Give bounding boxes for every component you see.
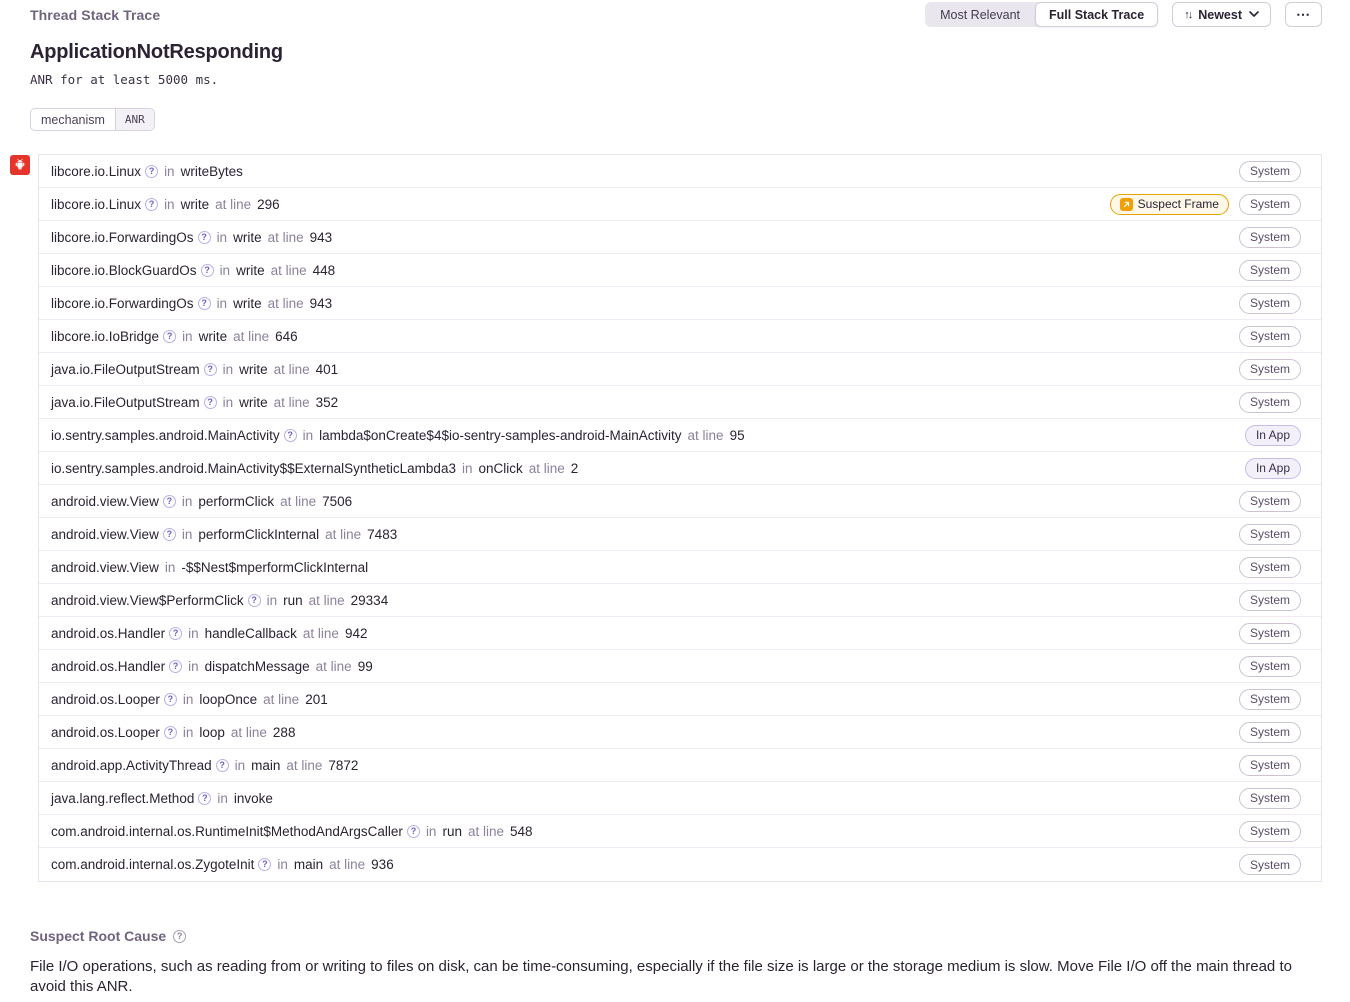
- frame-badge: System: [1239, 326, 1301, 347]
- in-keyword: in: [182, 691, 194, 707]
- frame-module: android.view.View: [51, 559, 159, 575]
- frame-badges: [1239, 590, 1301, 611]
- frame-badge: System: [1239, 854, 1301, 875]
- frame-badges: [1239, 260, 1301, 281]
- frame-function: run: [442, 823, 462, 839]
- frame-module: io.sentry.samples.android.MainActivity$$ExternalSyntheticLambda3: [51, 460, 456, 476]
- open-in-new-icon: [1120, 198, 1133, 211]
- frame-module: android.os.Looper: [51, 724, 160, 740]
- frame-help-icon[interactable]: ?: [248, 594, 261, 607]
- frame-info: [51, 527, 397, 542]
- frame-module: java.lang.reflect.Method: [51, 790, 195, 806]
- at-line-keyword: at line: [329, 857, 366, 872]
- frame-help-icon[interactable]: ?: [204, 396, 217, 409]
- frame-help-icon[interactable]: ?: [163, 330, 176, 343]
- frame-line-number: 401: [315, 361, 339, 377]
- stack-frame-row[interactable]: [39, 485, 1321, 518]
- frame-module: libcore.io.ForwardingOs: [51, 295, 194, 311]
- frame-info: [51, 626, 367, 641]
- frame-info: [51, 461, 578, 476]
- frame-help-icon[interactable]: ?: [145, 198, 158, 211]
- frame-badges: [1110, 194, 1301, 215]
- frame-line-number: 7506: [322, 493, 353, 509]
- frame-line-number: 548: [510, 823, 533, 839]
- frame-info: [51, 725, 295, 740]
- frame-badge: In App: [1245, 425, 1301, 446]
- frame-help-icon[interactable]: ?: [216, 759, 229, 772]
- at-line-keyword: at line: [286, 757, 323, 773]
- root-cause-title: [30, 928, 1320, 944]
- at-line-keyword: at line: [528, 460, 565, 476]
- frame-line-number: 2: [570, 460, 579, 476]
- frame-badges: [1245, 425, 1301, 446]
- frame-function: main: [251, 757, 281, 773]
- frame-line-number: 29334: [350, 592, 389, 608]
- frame-info: [51, 329, 298, 344]
- frame-info: [51, 296, 332, 311]
- frame-help-icon[interactable]: ?: [284, 429, 297, 442]
- frame-badges: [1239, 293, 1301, 314]
- frame-function: write: [236, 262, 265, 278]
- frame-badge: System: [1239, 392, 1301, 413]
- frame-badges: [1239, 623, 1301, 644]
- in-keyword: in: [234, 757, 246, 773]
- at-line-keyword: at line: [302, 625, 339, 641]
- frame-info: [51, 164, 243, 179]
- frame-module: io.sentry.samples.android.MainActivity: [51, 427, 280, 443]
- at-line-keyword: at line: [687, 427, 724, 443]
- frame-badge: System: [1239, 359, 1301, 380]
- frame-help-icon[interactable]: ?: [258, 858, 271, 871]
- root-cause-title-text: Suspect Root Cause: [30, 928, 167, 944]
- frame-module: libcore.io.IoBridge: [51, 328, 160, 344]
- full-stack-trace-button[interactable]: Full Stack Trace: [1035, 2, 1158, 27]
- frame-badges: [1239, 227, 1301, 248]
- frame-function: performClick: [198, 493, 275, 509]
- frame-badges: [1239, 821, 1301, 842]
- frame-info: [51, 659, 373, 674]
- tag-key: mechanism: [41, 112, 105, 127]
- in-keyword: in: [266, 592, 278, 608]
- frame-badge: System: [1239, 689, 1301, 710]
- frame-badge: System: [1239, 623, 1301, 644]
- frame-help-icon[interactable]: ?: [407, 825, 420, 838]
- frame-info: [51, 197, 280, 212]
- section-title: Thread Stack Trace: [30, 6, 161, 23]
- most-relevant-button[interactable]: Most Relevant: [925, 2, 1035, 27]
- in-keyword: in: [425, 823, 437, 839]
- frame-help-icon[interactable]: ?: [198, 297, 211, 310]
- frame-function: loop: [199, 724, 225, 740]
- frame-line-number: 943: [309, 295, 333, 311]
- frame-info: [51, 263, 335, 278]
- at-line-keyword: at line: [267, 295, 304, 311]
- frame-badges: [1239, 722, 1301, 743]
- frame-line-number: 7872: [328, 757, 359, 773]
- frame-function: -$$Nest$mperformClickInternal: [181, 559, 369, 575]
- frame-badge: System: [1239, 590, 1301, 611]
- tag-value: ANR: [115, 109, 154, 130]
- frame-info: [51, 494, 352, 509]
- stack-frame-row[interactable]: [39, 650, 1321, 683]
- frame-function: onClick: [478, 460, 523, 476]
- frame-help-icon[interactable]: ?: [164, 726, 177, 739]
- in-keyword: in: [188, 625, 199, 641]
- frame-function: invoke: [233, 790, 273, 806]
- frame-function: lambda$onCreate$4$io-sentry-samples-android-MainActivity: [319, 427, 682, 443]
- stack-frame-row[interactable]: [39, 716, 1321, 749]
- frame-line-number: 99: [357, 658, 373, 674]
- stack-frame-row[interactable]: [39, 221, 1321, 254]
- frame-line-number: 646: [275, 328, 298, 344]
- stack-frames-table: [38, 154, 1322, 882]
- frame-function: write: [239, 361, 268, 377]
- stack-frame-row[interactable]: [39, 848, 1321, 881]
- stack-frame-row[interactable]: [39, 254, 1321, 287]
- frame-badges: [1239, 788, 1301, 809]
- frame-badges: [1245, 458, 1301, 479]
- frame-badge: System: [1239, 524, 1301, 545]
- in-keyword: in: [461, 460, 473, 476]
- frame-badge: System: [1239, 227, 1301, 248]
- frame-function: loopOnce: [199, 691, 258, 707]
- frame-module: libcore.io.ForwardingOs: [51, 229, 194, 245]
- frame-badges: [1239, 161, 1301, 182]
- ellipsis-icon: ⋯: [1296, 6, 1311, 22]
- frame-line-number: 201: [305, 691, 328, 707]
- at-line-keyword: at line: [308, 592, 345, 608]
- frame-help-icon[interactable]: ?: [163, 495, 176, 508]
- frame-badge: System: [1239, 194, 1301, 215]
- frame-info: [51, 395, 338, 410]
- frame-help-icon[interactable]: ?: [164, 693, 177, 706]
- root-cause-help-icon[interactable]: ?: [173, 930, 186, 943]
- at-line-keyword: at line: [263, 691, 300, 707]
- in-keyword: in: [222, 394, 234, 410]
- at-line-keyword: at line: [273, 394, 310, 410]
- stack-frame-row[interactable]: [39, 320, 1321, 353]
- frame-badges: [1239, 491, 1301, 512]
- root-cause-description: File I/O operations, such as reading from or writing to files on disk, can be time-consuming, especially if the file size is large or the storage medium is slow. Move File I/O off the main thread to avoid this ANR.: [30, 958, 1292, 995]
- in-keyword: in: [188, 658, 199, 674]
- frame-module: libcore.io.Linux: [51, 196, 142, 212]
- in-keyword: in: [164, 163, 175, 179]
- frame-line-number: 936: [371, 857, 394, 872]
- frame-line-number: 448: [312, 262, 336, 278]
- in-keyword: in: [302, 427, 314, 443]
- stack-frame-row[interactable]: [39, 188, 1321, 221]
- frame-help-icon[interactable]: ?: [163, 528, 176, 541]
- stack-frame-row[interactable]: [39, 749, 1321, 782]
- frame-badge: System: [1239, 821, 1301, 842]
- more-options-button[interactable]: [1285, 2, 1322, 27]
- tag-mechanism[interactable]: [30, 108, 155, 131]
- frame-line-number: 942: [344, 625, 368, 641]
- stack-frame-row[interactable]: [39, 419, 1321, 452]
- frame-help-icon[interactable]: ?: [169, 627, 182, 640]
- frame-line-number: 943: [309, 229, 333, 245]
- stack-view-toggle: [925, 2, 1158, 27]
- frame-function: write: [198, 328, 228, 344]
- frame-line-number: 352: [315, 394, 339, 410]
- frame-function: performClickInternal: [198, 526, 320, 542]
- sort-label: Newest: [1198, 7, 1242, 22]
- frame-help-icon[interactable]: ?: [169, 660, 182, 673]
- in-keyword: in: [164, 559, 176, 575]
- frame-badges: [1239, 524, 1301, 545]
- frame-line-number: 7483: [367, 526, 398, 542]
- frame-badge: System: [1239, 557, 1301, 578]
- sort-newest-button[interactable]: [1172, 2, 1271, 27]
- frame-function: write: [233, 229, 262, 245]
- frame-badge: System: [1239, 755, 1301, 776]
- in-keyword: in: [216, 229, 228, 245]
- frame-function: dispatchMessage: [204, 658, 310, 674]
- frame-badges: [1239, 755, 1301, 776]
- frame-badges: [1239, 689, 1301, 710]
- frame-function: write: [239, 394, 268, 410]
- frame-function: main: [293, 857, 324, 872]
- frame-info: [51, 593, 388, 608]
- trace-controls: [925, 2, 1322, 27]
- in-keyword: in: [182, 724, 194, 740]
- in-keyword: in: [219, 262, 231, 278]
- stack-frame-row[interactable]: [39, 815, 1321, 848]
- event-subtitle: ANR for at least 5000 ms.: [30, 72, 219, 87]
- frame-module: android.view.View: [51, 493, 159, 509]
- frame-info: [51, 428, 745, 443]
- frame-badges: [1239, 854, 1301, 875]
- frame-info: [51, 857, 394, 872]
- frame-module: android.os.Handler: [51, 658, 166, 674]
- chevron-down-icon: [1249, 11, 1259, 18]
- stack-frame-row[interactable]: [39, 386, 1321, 419]
- frame-badge: System: [1239, 788, 1301, 809]
- android-platform-icon: [10, 155, 30, 175]
- in-keyword: in: [181, 526, 193, 542]
- frame-help-icon[interactable]: ?: [198, 231, 211, 244]
- stack-frame-row[interactable]: [39, 551, 1321, 584]
- stack-frame-row[interactable]: [39, 287, 1321, 320]
- frame-badge: System: [1239, 722, 1301, 743]
- frame-info: [51, 758, 358, 773]
- frame-help-icon[interactable]: ?: [201, 264, 214, 277]
- frame-badge: System: [1239, 656, 1301, 677]
- at-line-keyword: at line: [267, 229, 304, 245]
- frame-badges: [1239, 326, 1301, 347]
- frame-function: write: [180, 196, 210, 212]
- in-keyword: in: [182, 328, 193, 344]
- at-line-keyword: at line: [467, 823, 504, 839]
- frame-line-number: 296: [257, 196, 280, 212]
- frame-module: java.io.FileOutputStream: [51, 361, 200, 377]
- frame-function: run: [283, 592, 303, 608]
- event-title: ApplicationNotResponding: [30, 41, 283, 63]
- in-keyword: in: [181, 493, 193, 509]
- in-keyword: in: [277, 857, 288, 872]
- frame-function: write: [233, 295, 262, 311]
- frame-info: [51, 791, 273, 806]
- frame-help-icon[interactable]: ?: [204, 363, 217, 376]
- frame-line-number: 95: [729, 427, 745, 443]
- stack-trace-section: [38, 154, 1322, 882]
- frame-badges: [1239, 392, 1301, 413]
- frame-module: libcore.io.BlockGuardOs: [51, 262, 197, 278]
- stack-frame-row[interactable]: [39, 452, 1321, 485]
- suspect-frame-label: Suspect Frame: [1137, 197, 1219, 211]
- stack-frame-row[interactable]: [39, 353, 1321, 386]
- frame-module: android.view.View: [51, 526, 159, 542]
- frame-badge: System: [1239, 293, 1301, 314]
- frame-badges: [1239, 359, 1301, 380]
- in-keyword: in: [217, 790, 228, 806]
- at-line-keyword: at line: [280, 493, 317, 509]
- frame-info: [51, 824, 533, 839]
- trace-topbar: [0, 1, 1350, 28]
- frame-info: [51, 362, 338, 377]
- frame-badge: In App: [1245, 458, 1301, 479]
- in-keyword: in: [222, 361, 234, 377]
- frame-module: android.view.View$PerformClick: [51, 592, 244, 608]
- frame-badges: [1239, 656, 1301, 677]
- at-line-keyword: at line: [273, 361, 310, 377]
- frame-line-number: 288: [272, 724, 296, 740]
- stack-frame-row[interactable]: [39, 155, 1321, 188]
- at-line-keyword: at line: [325, 526, 362, 542]
- frame-function: handleCallback: [204, 625, 297, 641]
- at-line-keyword: at line: [270, 262, 307, 278]
- stack-frame-row[interactable]: [39, 584, 1321, 617]
- at-line-keyword: at line: [233, 328, 270, 344]
- frame-badge: System: [1239, 260, 1301, 281]
- stack-frame-row[interactable]: [39, 617, 1321, 650]
- in-keyword: in: [216, 295, 228, 311]
- at-line-keyword: at line: [230, 724, 267, 740]
- frame-module: android.app.ActivityThread: [51, 757, 212, 773]
- frame-module: com.android.internal.os.ZygoteInit: [51, 857, 255, 872]
- stack-frame-row[interactable]: [39, 518, 1321, 551]
- sort-arrows-icon: ↑↓: [1184, 8, 1192, 21]
- frame-function: writeBytes: [180, 163, 243, 179]
- frame-module: android.os.Looper: [51, 691, 160, 707]
- tags-row: [30, 108, 1320, 131]
- frame-info: [51, 692, 328, 707]
- frame-info: [51, 560, 368, 575]
- frame-badge: System: [1239, 491, 1301, 512]
- frame-help-icon[interactable]: ?: [198, 792, 211, 805]
- stack-frame-row[interactable]: [39, 683, 1321, 716]
- at-line-keyword: at line: [215, 196, 252, 212]
- in-keyword: in: [164, 196, 175, 212]
- frame-module: java.io.FileOutputStream: [51, 394, 200, 410]
- frame-badge: System: [1239, 161, 1301, 182]
- frame-module: android.os.Handler: [51, 625, 166, 641]
- frame-module: com.android.internal.os.RuntimeInit$MethodAndArgsCaller: [51, 823, 403, 839]
- suspect-frame-badge: [1110, 194, 1229, 215]
- stack-frame-row[interactable]: [39, 782, 1321, 815]
- at-line-keyword: at line: [315, 658, 352, 674]
- frame-help-icon[interactable]: ?: [145, 165, 158, 178]
- frame-badges: [1239, 557, 1301, 578]
- frame-module: libcore.io.Linux: [51, 163, 142, 179]
- frame-info: [51, 230, 332, 245]
